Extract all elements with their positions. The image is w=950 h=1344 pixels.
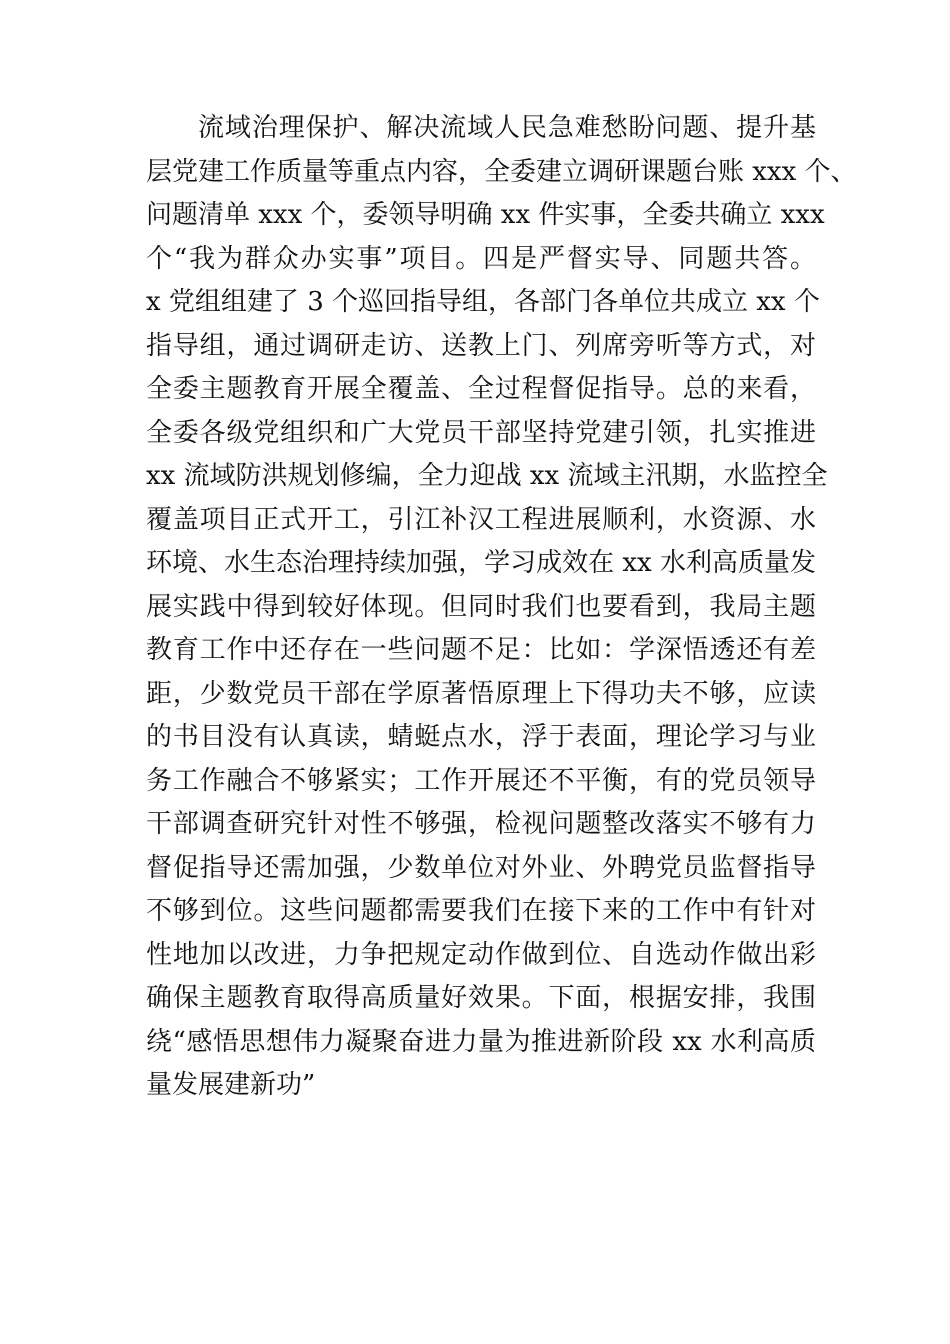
paragraph-line: 个“我为群众办实事”项目。四是严督实导、同题共答。 [146,243,816,274]
paragraph-line: 流域治理保护、解决流域人民急难愁盼问题、提升基 [198,113,816,143]
paragraph-line: 全委主题教育开展全覆盖、全过程督促指导。总的来看， [146,374,816,404]
paragraph-line: 教育工作中还存在一些问题不足：比如：学深悟透还有差 [146,635,816,665]
paragraph-line: 问题清单 xxx 个，委领导明确 xx 件实事，全委共确立 xxx [146,200,825,230]
paragraph-line: 量发展建新功” [146,1070,316,1100]
paragraph-line: 覆盖项目正式开工，引江补汉工程进展顺利，水资源、水 [146,504,816,535]
paragraph-line: 展实践中得到较好体现。但同时我们也要看到，我局主题 [146,591,816,622]
paragraph-line: 层党建工作质量等重点内容，全委建立调研课题台账 xxx 个、 [146,156,857,187]
paragraph-line: 指导组，通过调研走访、送教上门、列席旁听等方式，对 [146,330,816,361]
paragraph-line: 干部调查研究针对性不够强，检视问题整改落实不够有力 [146,809,816,839]
paragraph-line: 环境、水生态治理持续加强，学习成效在 xx 水利高质量发 [146,548,816,578]
paragraph-line: 距，少数党员干部在学原著悟原理上下得功夫不够，应读 [146,678,816,709]
paragraph-line: 的书目没有认真读，蜻蜓点水，浮于表面，理论学习与业 [146,722,816,752]
paragraph-line: xx 流域防洪规划修编，全力迎战 xx 流域主汛期，水监控全 [146,461,828,491]
paragraph-line: 务工作融合不够紧实；工作开展还不平衡，有的党员领导 [146,765,816,796]
paragraph-line: 不够到位。这些问题都需要我们在接下来的工作中有针对 [146,896,816,926]
paragraph-line: 督促指导还需加强，少数单位对外业、外聘党员监督指导 [146,852,816,883]
paragraph-line: x 党组组建了 3 个巡回指导组，各部门各单位共成立 xx 个 [146,287,820,317]
paragraph-line: 全委各级党组织和广大党员干部坚持党建引领，扎实推进 [146,417,816,448]
paragraph-line: 确保主题教育取得高质量好效果。下面，根据安排，我围 [146,983,816,1013]
paragraph-line: 性地加以改进，力争把规定动作做到位、自选动作做出彩 [146,939,816,970]
paragraph-line: 绕“感悟思想伟力凝聚奋进力量为推进新阶段 xx 水利高质 [146,1026,816,1057]
body-paragraph [146,107,857,1108]
